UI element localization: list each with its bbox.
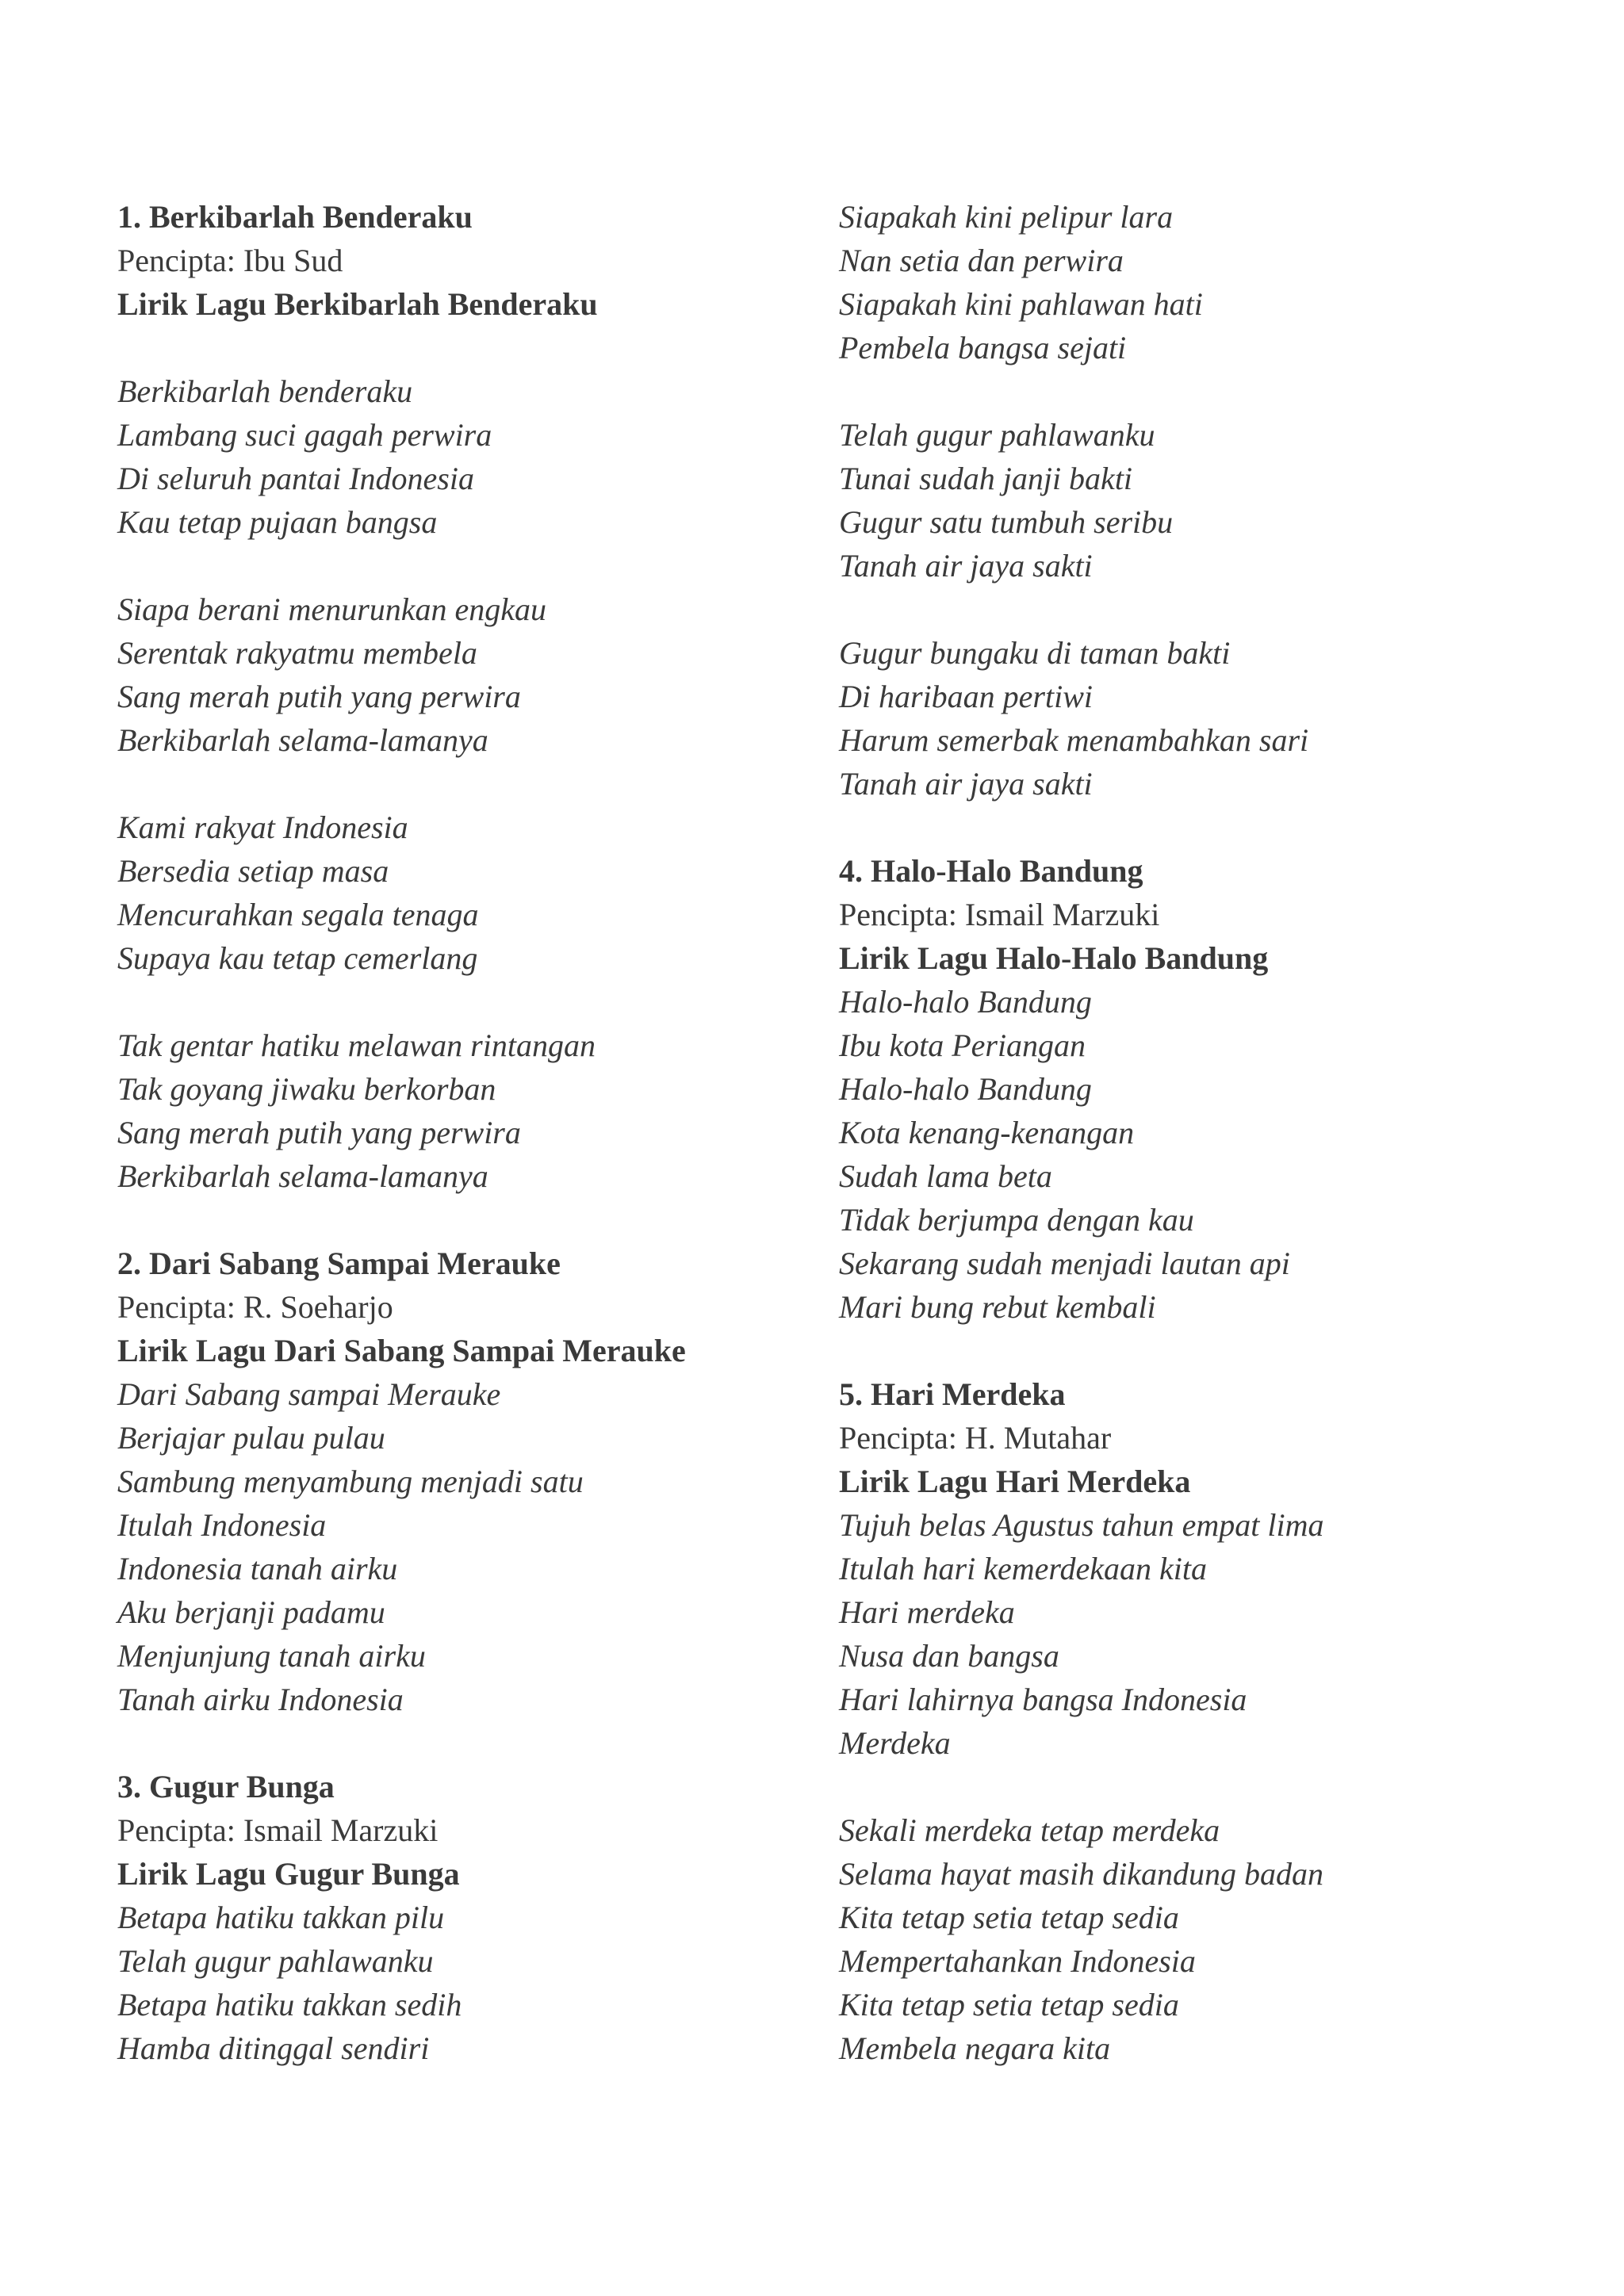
- lyric-line: Tujuh belas Agustus tahun empat lima: [839, 1507, 1324, 1543]
- song-composer: Pencipta: Ibu Sud: [117, 243, 343, 278]
- lyric-line: Mempertahankan Indonesia: [839, 1943, 1196, 1979]
- song-title: 3. Gugur Bunga: [117, 1769, 335, 1804]
- lyric-line: Tak gentar hatiku melawan rintangan: [117, 1027, 596, 1063]
- lyric-line: Pembela bangsa sejati: [839, 330, 1127, 365]
- lyric-line: Dari Sabang sampai Merauke: [117, 1376, 501, 1412]
- lyric-line: Sang merah putih yang perwira: [117, 679, 521, 714]
- lyric-line: Kota kenang-kenangan: [839, 1115, 1135, 1150]
- lyric-heading: Lirik Lagu Gugur Bunga: [117, 1856, 460, 1892]
- song-section: [117, 195, 799, 1242]
- lyric-line: Tanah airku Indonesia: [117, 1682, 404, 1717]
- lyric-line: Sekarang sudah menjadi lautan api: [839, 1246, 1290, 1281]
- song-title: 2. Dari Sabang Sampai Merauke: [117, 1246, 561, 1281]
- lyric-line: Gugur bungaku di taman bakti: [839, 635, 1231, 671]
- song-composer: Pencipta: R. Soeharjo: [117, 1289, 393, 1325]
- lyric-line: Siapa berani menurunkan engkau: [117, 591, 547, 627]
- lyric-line: Berkibarlah benderaku: [117, 373, 413, 409]
- lyric-line: Mari bung rebut kembali: [839, 1289, 1156, 1325]
- lyric-line: Sekali merdeka tetap merdeka: [839, 1812, 1220, 1848]
- song-title: 4. Halo-Halo Bandung: [839, 853, 1143, 889]
- song-section: [839, 1372, 1553, 2070]
- lyric-line: Itulah Indonesia: [117, 1507, 327, 1543]
- lyric-heading: Lirik Lagu Berkibarlah Benderaku: [117, 286, 598, 322]
- lyric-line: Menjunjung tanah airku: [117, 1638, 426, 1674]
- lyric-line: Itulah hari kemerdekaan kita: [839, 1551, 1207, 1586]
- lyric-line: Gugur satu tumbuh seribu: [839, 504, 1174, 540]
- lyric-line: Membela negara kita: [839, 2030, 1111, 2066]
- lyric-line: Berkibarlah selama-lamanya: [117, 722, 488, 758]
- lyric-line: Tidak berjumpa dengan kau: [839, 1202, 1194, 1238]
- lyric-line: Supaya kau tetap cemerlang: [117, 940, 478, 976]
- lyric-heading: Lirik Lagu Halo-Halo Bandung: [839, 940, 1269, 976]
- song-section: [839, 849, 1553, 1372]
- lyric-line: Selama hayat masih dikandung badan: [839, 1856, 1324, 1892]
- lyric-line: Hamba ditinggal sendiri: [117, 2030, 430, 2066]
- lyric-line: Siapakah kini pahlawan hati: [839, 286, 1203, 322]
- lyric-line: Kita tetap setia tetap sedia: [839, 1987, 1179, 2022]
- song-composer: Pencipta: H. Mutahar: [839, 1420, 1112, 1456]
- lyric-line: Berjajar pulau pulau: [117, 1420, 385, 1456]
- song-section: [117, 1765, 799, 2070]
- lyric-line: Tanah air jaya sakti: [839, 548, 1093, 584]
- lyric-line: Ibu kota Periangan: [839, 1027, 1086, 1063]
- lyric-line: Lambang suci gagah perwira: [117, 417, 492, 453]
- lyric-line: Nan setia dan perwira: [839, 243, 1124, 278]
- song-title: 1. Berkibarlah Benderaku: [117, 199, 473, 235]
- left-column: [117, 195, 799, 2070]
- lyric-line: Hari lahirnya bangsa Indonesia: [839, 1682, 1247, 1717]
- lyric-line: Kita tetap setia tetap sedia: [839, 1900, 1179, 1935]
- lyric-line: Tunai sudah janji bakti: [839, 461, 1133, 496]
- lyric-line: Kau tetap pujaan bangsa: [117, 504, 438, 540]
- right-column: [839, 195, 1553, 2070]
- lyric-line: Sudah lama beta: [839, 1158, 1052, 1194]
- lyric-line: Halo-halo Bandung: [839, 984, 1092, 1020]
- lyric-line: Indonesia tanah airku: [117, 1551, 398, 1586]
- lyric-line: Berkibarlah selama-lamanya: [117, 1158, 488, 1194]
- lyric-line: Tak goyang jiwaku berkorban: [117, 1071, 496, 1107]
- lyric-line: Harum semerbak menambahkan sari: [839, 722, 1309, 758]
- lyric-line: Di seluruh pantai Indonesia: [117, 461, 474, 496]
- lyric-heading: Lirik Lagu Dari Sabang Sampai Merauke: [117, 1333, 686, 1368]
- lyric-line: Halo-halo Bandung: [839, 1071, 1092, 1107]
- lyric-line: Di haribaan pertiwi: [839, 679, 1094, 714]
- song-section-continued: [839, 195, 1553, 849]
- lyric-line: Telah gugur pahlawanku: [839, 417, 1155, 453]
- lyric-line: Serentak rakyatmu membela: [117, 635, 477, 671]
- lyric-line: Aku berjanji padamu: [117, 1594, 385, 1630]
- lyric-line: Betapa hatiku takkan pilu: [117, 1900, 445, 1935]
- lyric-line: Telah gugur pahlawanku: [117, 1943, 434, 1979]
- lyric-line: Nusa dan bangsa: [839, 1638, 1059, 1674]
- lyric-heading: Lirik Lagu Hari Merdeka: [839, 1464, 1191, 1499]
- lyric-line: Merdeka: [839, 1725, 951, 1761]
- lyric-line: Betapa hatiku takkan sedih: [117, 1987, 462, 2022]
- lyric-line: Bersedia setiap masa: [117, 853, 389, 889]
- song-section: [117, 1242, 799, 1765]
- lyric-line: Sang merah putih yang perwira: [117, 1115, 521, 1150]
- lyric-line: Hari merdeka: [839, 1594, 1015, 1630]
- song-composer: Pencipta: Ismail Marzuki: [839, 897, 1160, 932]
- song-title: 5. Hari Merdeka: [839, 1376, 1066, 1412]
- lyric-line: Mencurahkan segala tenaga: [117, 897, 479, 932]
- lyric-line: Tanah air jaya sakti: [839, 766, 1093, 802]
- lyric-line: Kami rakyat Indonesia: [117, 809, 408, 845]
- lyric-line: Siapakah kini pelipur lara: [839, 199, 1174, 235]
- song-composer: Pencipta: Ismail Marzuki: [117, 1812, 439, 1848]
- lyric-line: Sambung menyambung menjadi satu: [117, 1464, 584, 1499]
